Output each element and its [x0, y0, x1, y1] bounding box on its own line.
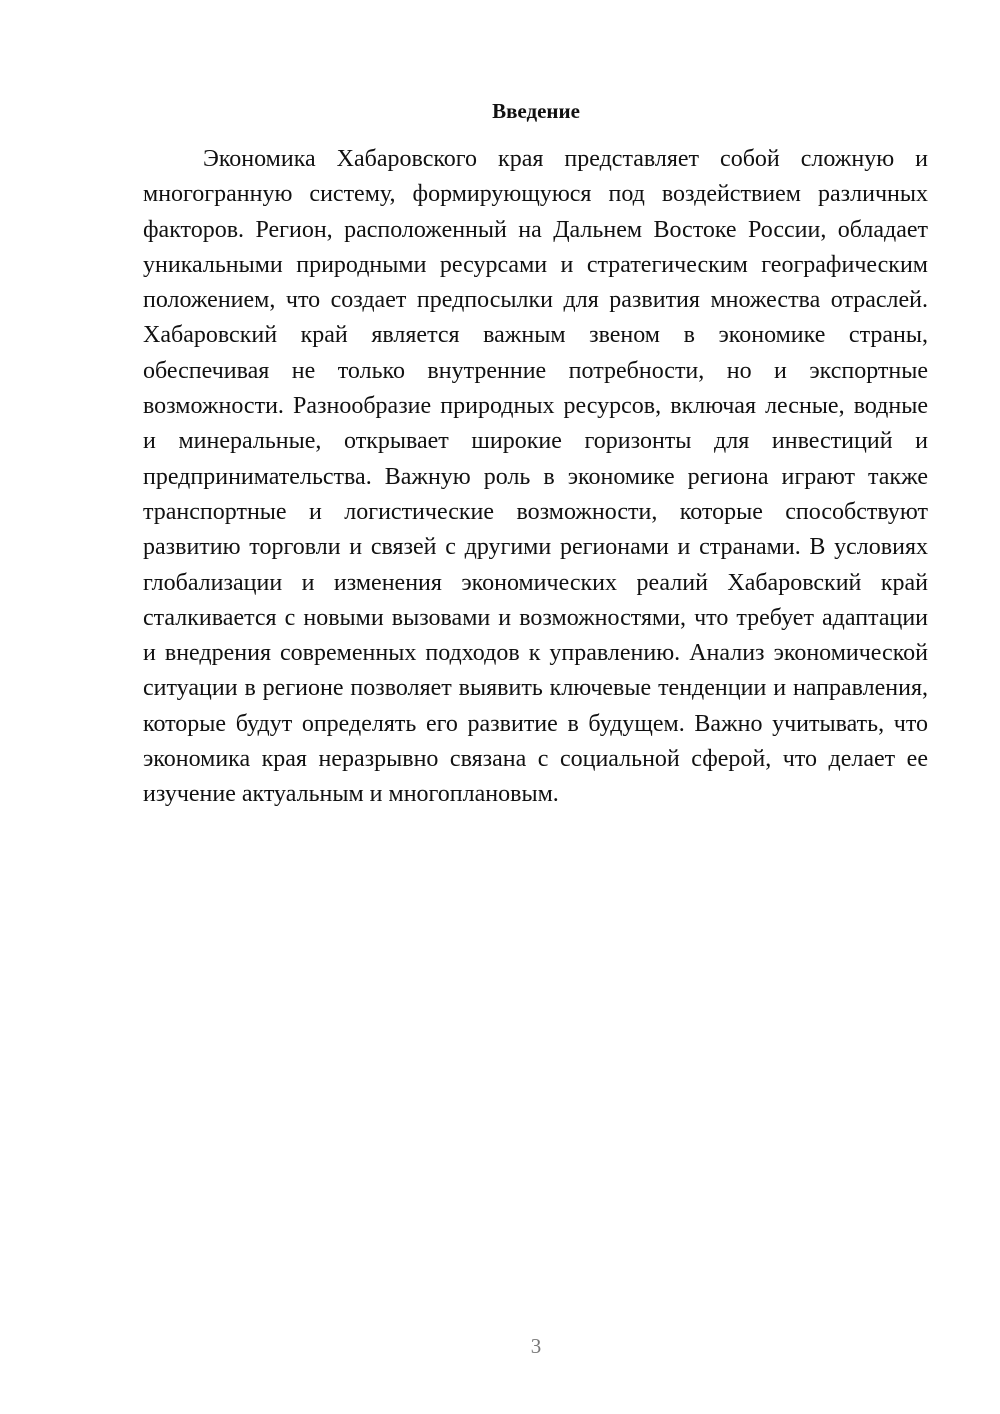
- body-paragraph: Экономика Хабаровского края представляет собой сложную и многогранную систему, формирующуюся под воздействием различных факторов. Регион, расположенный на Дальнем Востоке России, обладает уникальными природными ресурсами и стратегическим географическим положением, что создает предпосылки для развития множества отраслей. Хабаровский край является важным звеном в экономике страны, обеспечивая не только внутренние потребности, но и экспортные возможности. Разнообразие природных ресурсов, включая лесные, водные и минеральные, открывает широкие горизонты для инвестиций и предпринимательства. Важную роль в экономике региона играют также транспортные и логистические возможности, которые способствуют развитию торговли и связей с другими регионами и странами. В условиях глобализации и изменения экономических реалий Хабаровский край сталкивается с новыми вызовами и возможностями, что требует адаптации и внедрения современных подходов к управлению. Анализ экономической ситуации в регионе позволяет выявить ключевые тенденции и направления, которые будут определять его развитие в будущем. Важно учитывать, что экономика края неразрывно связана с социальной сферой, что делает ее изучение актуальным и многоплановым.: [143, 146, 928, 808]
- section-heading: Введение: [492, 99, 580, 123]
- page-number: 3: [530, 1334, 542, 1358]
